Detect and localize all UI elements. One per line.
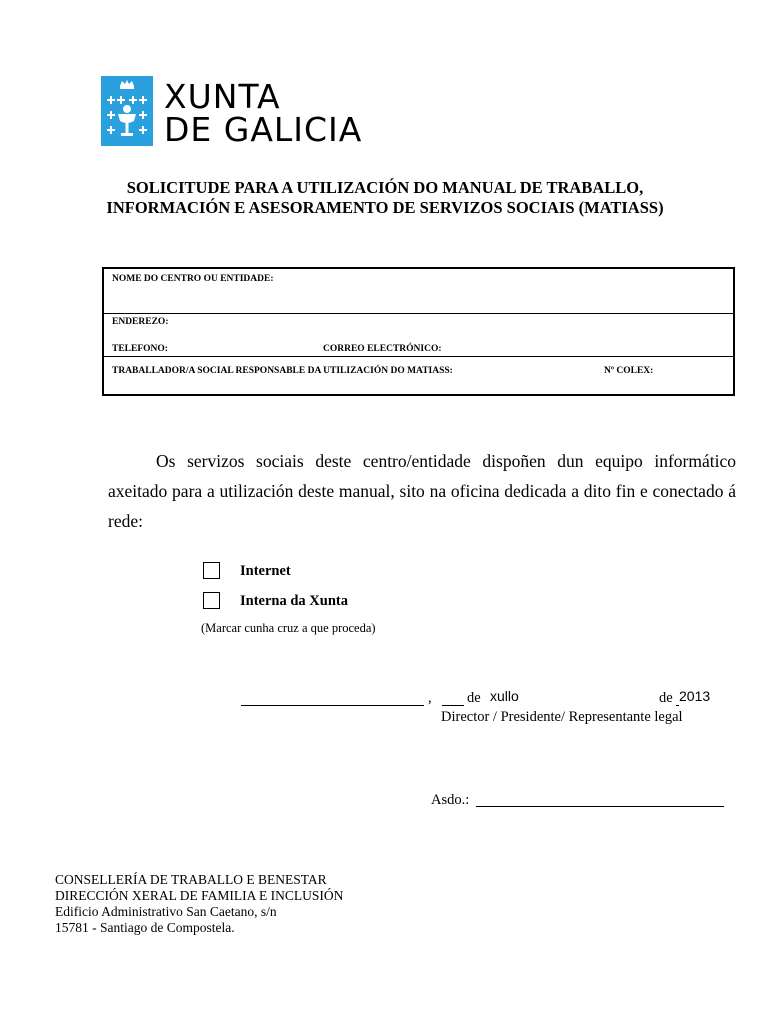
divider — [104, 313, 733, 314]
document-title: SOLICITUDE PARA A UTILIZACIÓN DO MANUAL DE TRABALLO, INFORMACIÓN E ASESORAMENTO DE SERVIZOS SOCIAIS (MATIASS) — [106, 178, 664, 217]
date-de-1: de — [467, 690, 481, 706]
applicant-info-box — [102, 267, 735, 396]
centro-name-label: NOME DO CENTRO OU ENTIDADE: — [112, 274, 274, 284]
day-blank-line — [442, 705, 464, 706]
date-year-value[interactable]: 2013 — [679, 688, 711, 704]
colex-number-label: Nº COLEX: — [604, 366, 654, 376]
xunta-logo-mark — [101, 76, 153, 146]
declaration-text: Os servizos sociais deste centro/entidade dispoñen dun equipo informático axeitado para a utilización deste manual, sito na oficina dedicada a dito fin e conectado á rede: — [108, 451, 736, 531]
declaration-paragraph — [108, 446, 736, 536]
place-blank-line — [241, 705, 424, 706]
year-blank-line — [676, 705, 679, 706]
footer-ministry: CONSELLERÍA DE TRABALLO E BENESTAR — [55, 872, 327, 887]
logo-line-2: DE GALICIA — [164, 110, 363, 149]
date-month-value[interactable]: xullo — [490, 688, 519, 704]
date-comma: , — [428, 690, 432, 706]
signed-label: Asdo.: — [431, 792, 470, 808]
phone-label: TELEFONO: — [112, 344, 168, 354]
email-label: CORREO ELECTRÓNICO: — [323, 344, 442, 354]
signature-blank-line — [476, 806, 724, 807]
checkbox-instruction-note: (Marcar cunha cruz a que proceda) — [201, 621, 376, 635]
date-de-2: de — [659, 690, 673, 706]
footer-building: Edificio Administrativo San Caetano, s/n — [55, 904, 277, 919]
logo-line-1: XUNTA — [164, 77, 281, 116]
divider — [104, 356, 733, 357]
footer-address — [55, 872, 343, 936]
interna-option-label: Interna da Xunta — [240, 593, 348, 609]
signatory-role: Director / Presidente/ Representante legal — [441, 709, 683, 725]
internet-option-label: Internet — [240, 563, 291, 579]
interna-xunta-checkbox[interactable] — [203, 592, 220, 609]
xunta-emblem-icon — [101, 76, 153, 146]
address-label: ENDEREZO: — [112, 317, 169, 327]
footer-directorate: DIRECCIÓN XERAL DE FAMILIA E INCLUSIÓN — [55, 888, 344, 903]
xunta-logo-wordmark — [164, 77, 363, 149]
social-worker-label: TRABALLADOR/A SOCIAL RESPONSABLE DA UTILIZACIÓN DO MATIASS: — [112, 366, 453, 376]
footer-city: 15781 - Santiago de Compostela. — [55, 920, 235, 935]
internet-checkbox[interactable] — [203, 562, 220, 579]
